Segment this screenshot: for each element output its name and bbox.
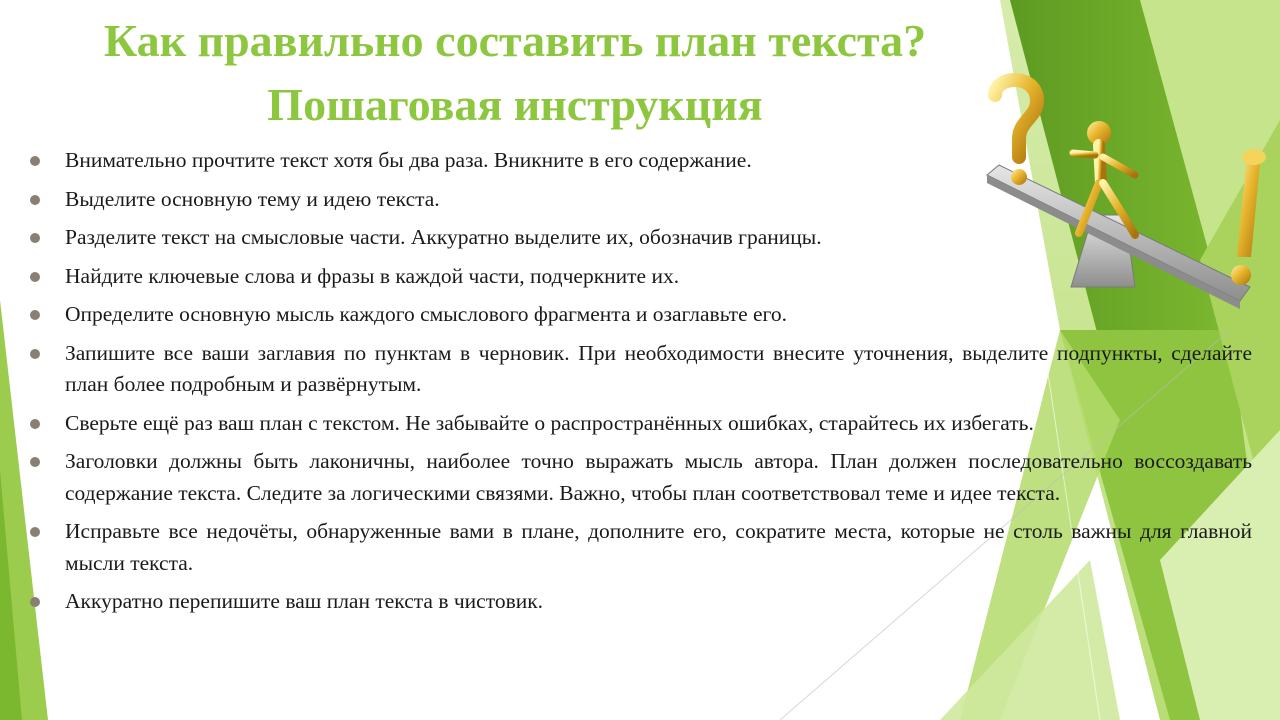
list-item-text: Найдите ключевые слова и фразы в каждой части, подчеркните их.: [65, 263, 680, 288]
bullet-dot-icon: [30, 156, 40, 166]
list-item: [28, 586, 1252, 618]
page-title: Как правильно составить план текста?: [103, 15, 927, 66]
list-item: [28, 145, 1252, 177]
list-item: [28, 516, 1252, 579]
list-item: [28, 408, 1252, 440]
list-item-text: Запишите все ваши заглавия по пунктам в черновик. При необходимости внесите уточнения, выделите подпункты, сделайте план более подробным и развёрнутым.: [65, 340, 1252, 396]
list-item: [28, 261, 1252, 293]
bullet-dot-icon: [30, 457, 40, 467]
list-item-text: Выделите основную тему и идею текста.: [65, 186, 440, 211]
list-item-text: Внимательно прочтите текст хотя бы два раза. Вникните в его содержание.: [65, 148, 752, 172]
bullet-dot-icon: [30, 527, 40, 537]
list-item: [28, 338, 1252, 401]
list-item-text: Аккуратно перепишите ваш план текста в чистовик.: [65, 589, 544, 613]
bullet-dot-icon: [30, 597, 40, 607]
bullet-dot-icon: [30, 419, 40, 429]
list-item-text: Заголовки должны быть лаконичны, наиболее точно выражать мысль автора. План должен последовательно воссоздавать содержание текста. Следите за логическими связями. Важно, чтобы план соответствовал теме и идее текста.: [65, 449, 1252, 505]
bullet-dot-icon: [30, 272, 40, 282]
bullet-dot-icon: [30, 310, 40, 320]
bullet-dot-icon: [30, 233, 40, 243]
page-subtitle: Пошаговая инструкция: [267, 79, 763, 130]
list-item-text: Разделите текст на смысловые части. Аккуратно выделите их, обозначив границы.: [65, 225, 822, 249]
list-item-text: Исправьте все недочёты, обнаруженные вами в плане, дополните его, сократите места, которые не столь важны для главной мысли текста.: [65, 519, 1252, 575]
list-item: [28, 222, 1252, 254]
list-item-text: Определите основную мысль каждого смыслового фрагмента и озаглавьте его.: [65, 302, 787, 326]
bullet-dot-icon: [30, 349, 40, 359]
list-item-text: Сверьте ещё раз ваш план с текстом. Не забывайте о распространённых ошибках, старайтесь их избегать.: [65, 410, 1034, 435]
list-item: [28, 446, 1252, 509]
instruction-list: [28, 145, 1252, 625]
list-item: [28, 299, 1252, 331]
list-item: [28, 184, 1252, 216]
bullet-dot-icon: [30, 195, 40, 205]
